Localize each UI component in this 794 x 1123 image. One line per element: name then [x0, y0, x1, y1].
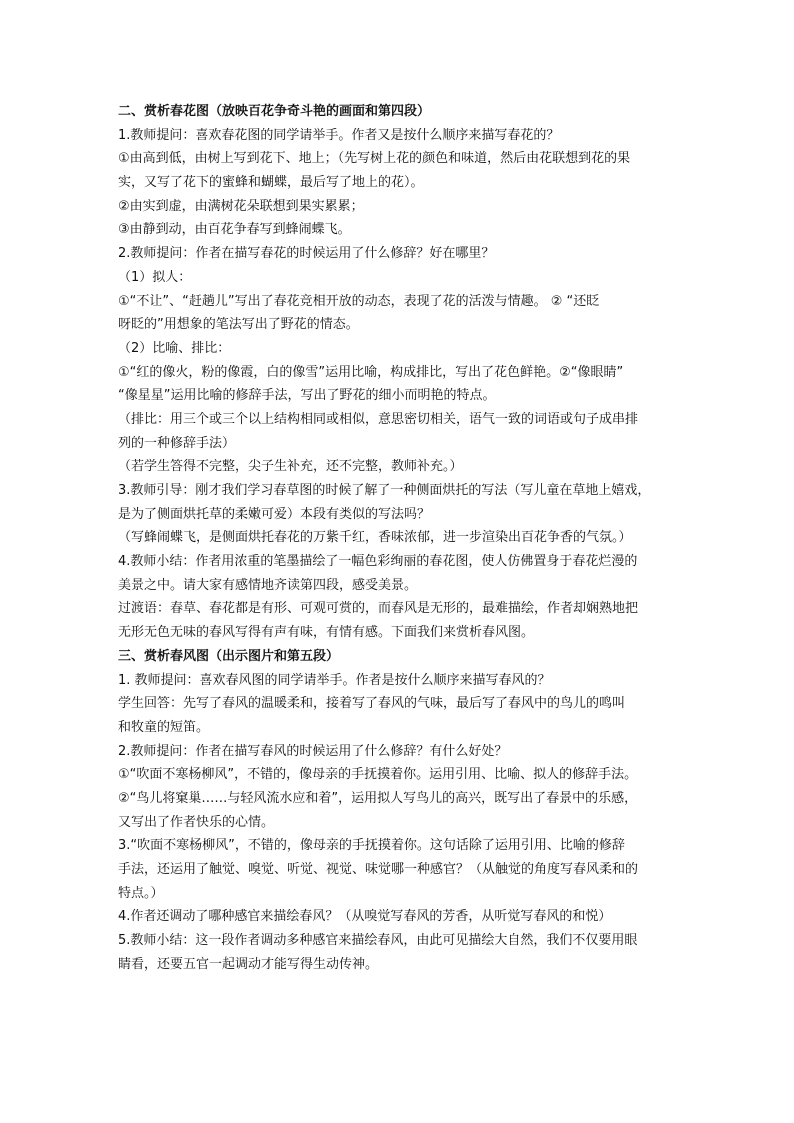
text-line: 睛看，还要五官一起调动才能写得生动传神。	[118, 956, 379, 972]
text-line: 又写出了作者快乐的心情。	[118, 814, 275, 830]
section-heading-spring-flowers: 二、赏析春花图（放映百花争奇斗艳的画面和第四段）	[118, 104, 431, 119]
text-line: 4.教师小结：作者用浓重的笔墨描绘了一幅色彩绚丽的春花图，使人仿佛置身于春花烂漫的	[118, 554, 638, 570]
document-body	[118, 100, 678, 976]
text-line: 5.教师小结：这一段作者调动多种感官来描绘春风，由此可见描绘大自然，我们不仅要用眼	[118, 933, 638, 949]
text-line: ①由高到低，由树上写到花下、地上；（先写树上花的颜色和味道，然后由花联想到花的果	[118, 151, 631, 167]
text-line: （1）拟人：	[118, 269, 192, 285]
text-line: （若学生答得不完整，尖子生补充，还不完整，教师补充。）	[118, 459, 463, 475]
text-line: 4.作者还调动了哪种感官来描绘春风？（从嗅觉写春风的芳香，从听觉写春风的和悦）	[118, 909, 612, 925]
text-line: 学生回答：先写了春风的温暖柔和，接着写了春风的气味，最后写了春风中的鸟儿的鸣叫	[118, 696, 626, 712]
text-line: ①“不让”、“赶趟儿”写出了春花竞相开放的动态，表现了花的活泼与情趣。 ② “还眨	[118, 293, 600, 309]
text-line: 是为了侧面烘托草的柔嫩可爱）本段有类似的写法吗？	[118, 506, 431, 522]
text-line: （2）比喻、排比：	[118, 340, 231, 356]
text-line: 特点。）	[118, 885, 164, 901]
text-line: 3.教师引导：刚才我们学习春草图的时候了解了一种侧面烘托的写法（写儿童在草地上嬉戏，	[118, 483, 651, 498]
text-line: 2.教师提问：作者在描写春花的时候运用了什么修辞？好在哪里？	[118, 246, 495, 262]
text-line: 2.教师提问：作者在描写春风的时候运用了什么修辞？有什么好处？	[118, 743, 508, 759]
section-heading-spring-wind: 三、赏析春风图（出示图片和第五段）	[118, 648, 340, 664]
text-line: ②“鸟儿将窠巢……与轻风流水应和着”，运用拟人写鸟儿的高兴，既写出了春景中的乐感，	[118, 790, 638, 806]
text-line: 列的一种修辞手法）	[118, 435, 236, 451]
text-line: 3.“吹面不寒杨柳风”，不错的，像母亲的手抚摸着你。这句话除了运用引用、比喻的修辞	[118, 838, 625, 854]
text-line: 1.教师提问：喜欢春花图的同学请举手。作者又是按什么顺序来描写春花的？	[118, 127, 560, 143]
text-line: “像星星”运用比喻的修辞手法，写出了野花的细小而明艳的特点。	[118, 388, 496, 404]
text-line: ②由实到虚，由满树花朵联想到果实累累；	[118, 198, 364, 214]
text-line: 过渡语：春草、春花都是有形、可观可赏的，而春风是无形的，最难描绘，作者却娴熟地把	[118, 601, 639, 617]
text-line: ①“吹面不寒杨柳风”，不错的，像母亲的手抚摸着你。运用引用、比喻、拟人的修辞手法。	[118, 767, 638, 783]
text-line: 呀眨的”用想象的笔法写出了野花的情态。	[118, 317, 359, 333]
text-line: ③由静到动，由百花争春写到蜂闹蝶飞。	[118, 222, 351, 238]
text-line: （写蜂闹蝶飞，是侧面烘托春花的万紫千红，香味浓郁，进一步渲染出百花争香的气氛。）	[118, 530, 632, 546]
text-line: 1. 教师提问：喜欢春风图的同学请举手。作者是按什么顺序来描写春风的？	[118, 672, 551, 688]
text-line: 实，又写了花下的蜜蜂和蝴蝶，最后写了地上的花）。	[118, 175, 424, 191]
text-line: 手法，还运用了触觉、嗅觉、听觉、视觉、味觉哪一种感官？（从触觉的角度写春风柔和的	[118, 862, 639, 877]
text-line: 美景之中。请大家有感情地齐读第四段，感受美景。	[118, 577, 418, 593]
text-line: 和牧童的短笛。	[118, 719, 210, 735]
text-line: 无形无色无味的春风写得有声有味，有情有感。下面我们来赏析春风图。	[118, 625, 535, 641]
text-line: ①“红的像火，粉的像霞，白的像雪”运用比喻，构成排比，写出了花色鲜艳。②“像眼睛”	[118, 364, 624, 380]
text-line: （排比：用三个或三个以上结构相同或相似，意思密切相关，语气一致的词语或句子成串排	[118, 411, 639, 427]
